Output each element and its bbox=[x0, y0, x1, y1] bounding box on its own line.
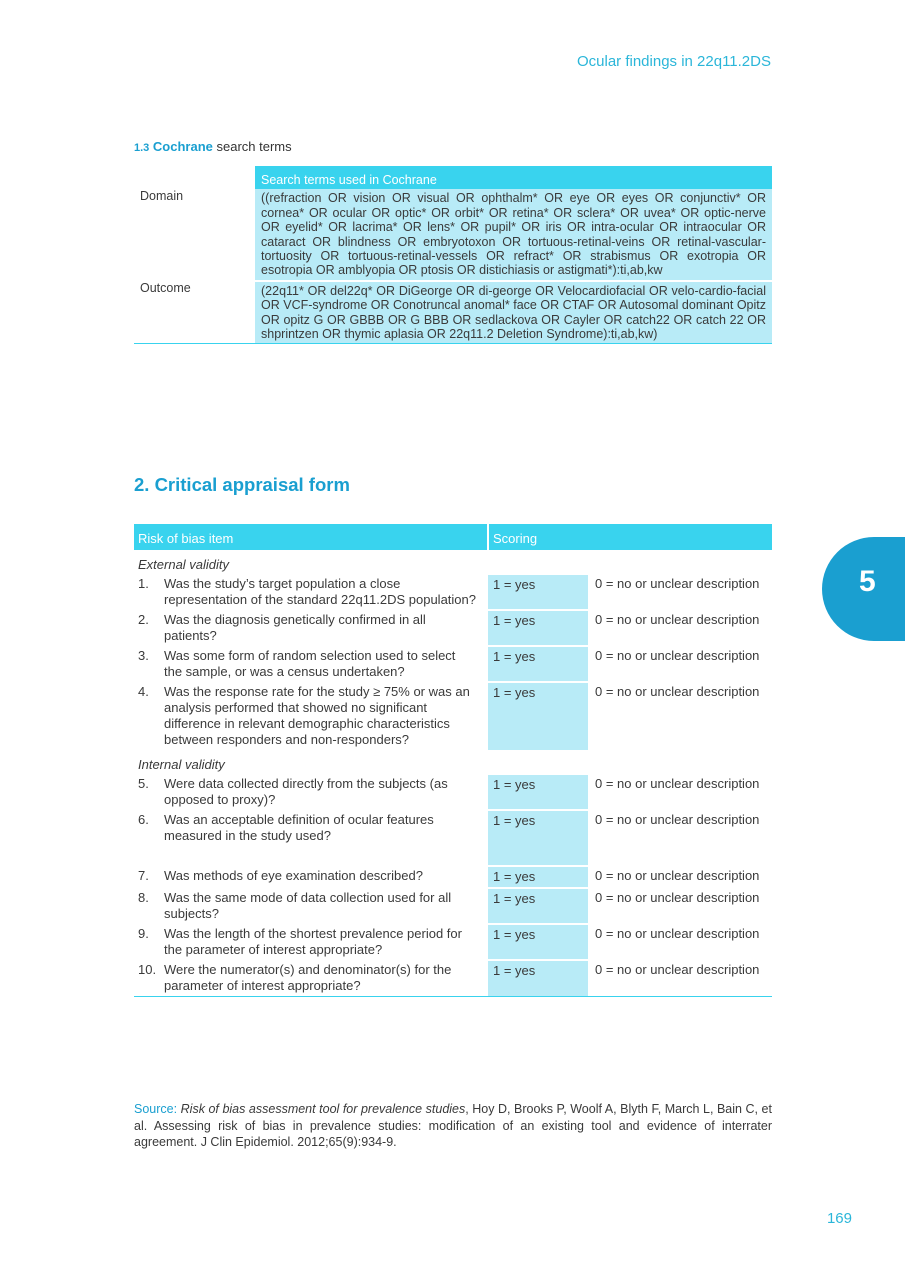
group-title: External validity bbox=[138, 557, 230, 572]
score-yes: 1 = yes bbox=[488, 960, 588, 997]
score-no: 0 = no or unclear description bbox=[595, 576, 760, 591]
cochrane-row-label: Domain bbox=[140, 189, 184, 204]
page-number: 169 bbox=[826, 1210, 852, 1227]
section-heading-cochrane bbox=[134, 139, 292, 154]
item-number: 2. bbox=[138, 612, 149, 627]
critical-appraisal-table bbox=[134, 524, 772, 997]
source-label: Source: bbox=[134, 1102, 178, 1116]
table-row bbox=[134, 924, 772, 960]
item-number: 10. bbox=[138, 962, 157, 977]
source-citation bbox=[134, 1101, 772, 1151]
section-heading-rest: search terms bbox=[212, 139, 292, 154]
score-no: 0 = no or unclear description bbox=[588, 960, 772, 997]
item-question bbox=[134, 682, 488, 750]
score-yes: 1 = yes bbox=[488, 888, 588, 924]
table-row bbox=[134, 574, 772, 610]
item-number: 4. bbox=[138, 684, 149, 699]
item-question bbox=[134, 646, 488, 682]
item-text: Were data collected directly from the subjects (as opposed to proxy)? bbox=[164, 776, 448, 807]
table-row bbox=[134, 866, 772, 888]
item-question bbox=[134, 774, 488, 810]
cochrane-row-terms: (22q11* OR del22q* OR DiGeorge OR di-george OR Velocardiofacial OR velo-cardio-facial OR VCF-syndrome OR Conotruncal anomal* face OR CTAF OR Autosomal dominant Opitz OR opitz G OR GBBB OR G BBB OR sedlackova OR Cayler OR catch22 OR catch 22 OR shprintzen OR thymic aplasia OR 22q11.2 Deletion Syndrome):ti,ab,kw) bbox=[255, 281, 772, 344]
score-no: 0 = no or unclear description bbox=[595, 890, 760, 905]
item-number: 8. bbox=[138, 890, 149, 905]
item-number: 1. bbox=[138, 576, 149, 591]
score-yes: 1 = yes bbox=[488, 924, 588, 960]
cochrane-row-outcome bbox=[134, 281, 772, 344]
cochrane-row-label: Outcome bbox=[134, 281, 255, 344]
item-text: Was some form of random selection used to select the sample, or was a census undertaken? bbox=[164, 648, 456, 679]
header-scoring: Scoring bbox=[488, 524, 772, 550]
score-yes: 1 = yes bbox=[488, 866, 588, 888]
item-question bbox=[134, 810, 488, 866]
item-text: Was methods of eye examination described? bbox=[164, 868, 423, 883]
score-no: 0 = no or unclear description bbox=[595, 684, 760, 699]
header-risk-of-bias-item: Risk of bias item bbox=[134, 524, 488, 550]
table-row bbox=[134, 610, 772, 646]
item-text: Was the same mode of data collection used for all subjects? bbox=[164, 890, 452, 921]
item-question bbox=[134, 960, 488, 997]
source-text: , Hoy D, Brooks P, Woolf A, Blyth F, March L, Bain C, et al. Assessing risk of bias in prevalence studies: modification of an existing tool and evidence of interrater agreement. J Clin Epidemiol. 2012;65(9):934-9. bbox=[134, 1102, 772, 1149]
score-yes: 1 = yes bbox=[488, 810, 588, 866]
item-number: 9. bbox=[138, 926, 149, 941]
score-yes: 1 = yes bbox=[488, 682, 588, 750]
item-question bbox=[134, 610, 488, 646]
table-row bbox=[134, 682, 772, 750]
score-no: 0 = no or unclear description bbox=[595, 812, 760, 827]
score-yes: 1 = yes bbox=[488, 574, 588, 610]
item-text: Was the diagnosis genetically confirmed in all patients? bbox=[164, 612, 426, 643]
score-no: 0 = no or unclear description bbox=[595, 612, 760, 627]
section-number: 1.3 bbox=[134, 142, 150, 154]
cochrane-row-terms: ((refraction OR vision OR visual OR ophthalm* OR eye OR eyes OR conjunctiv* OR cornea* OR ocular OR optic* OR orbit* OR retina* OR sclera* OR uvea* OR optic-nerve OR eyelid* OR lacrima* OR lens* OR pupil* OR iris OR intra-ocular OR intraocular OR cataract OR blindness OR embryotoxon OR tortuous-retinal-veins OR retinal-vascular-tortuosity OR tortuous-retinal-vessels OR refract* OR strabismus OR exotropia OR esotropia OR amblyopia OR ptosis OR distichiasis or astigmati*):ti,ab,kw bbox=[255, 189, 772, 280]
table-row bbox=[134, 646, 772, 682]
item-text: Were the numerator(s) and denominator(s) for the parameter of interest appropriate? bbox=[164, 962, 452, 993]
cochrane-header-blank bbox=[134, 166, 255, 189]
item-question bbox=[134, 866, 488, 888]
item-question bbox=[134, 574, 488, 610]
score-no: 0 = no or unclear description bbox=[595, 868, 760, 883]
group-row-internal-validity bbox=[134, 750, 772, 774]
table-row bbox=[134, 888, 772, 924]
appraisal-header-row bbox=[134, 524, 772, 550]
table-row bbox=[134, 774, 772, 810]
chapter-tab bbox=[822, 537, 905, 641]
cochrane-search-table bbox=[134, 166, 772, 344]
cochrane-header: Search terms used in Cochrane bbox=[255, 166, 772, 189]
item-number: 6. bbox=[138, 812, 149, 827]
item-number: 3. bbox=[138, 648, 149, 663]
item-text: Was the length of the shortest prevalence period for the parameter of interest appropriate? bbox=[164, 926, 462, 957]
score-no: 0 = no or unclear description bbox=[595, 926, 760, 941]
item-number: 5. bbox=[138, 776, 149, 791]
item-question bbox=[134, 888, 488, 924]
section-keyword: Cochrane bbox=[152, 139, 213, 154]
section-title-critical-appraisal: 2. Critical appraisal form bbox=[134, 474, 350, 495]
score-yes: 1 = yes bbox=[488, 610, 588, 646]
running-header: Ocular findings in 22q11.2DS bbox=[576, 53, 771, 70]
score-no: 0 = no or unclear description bbox=[595, 776, 760, 791]
chapter-number: 5 bbox=[859, 565, 876, 598]
source-title: Risk of bias assessment tool for prevalence studies bbox=[180, 1102, 466, 1116]
table-row bbox=[134, 810, 772, 866]
cochrane-header-row bbox=[134, 166, 772, 189]
score-no: 0 = no or unclear description bbox=[595, 648, 760, 663]
group-row-external-validity bbox=[134, 550, 772, 574]
score-yes: 1 = yes bbox=[488, 646, 588, 682]
item-text: Was the study’s target population a close representation of the standard 22q11.2DS population? bbox=[164, 576, 476, 607]
item-number: 7. bbox=[138, 868, 149, 883]
item-question bbox=[134, 924, 488, 960]
cochrane-row-domain bbox=[134, 189, 772, 280]
table-row bbox=[134, 960, 772, 997]
score-yes: 1 = yes bbox=[488, 774, 588, 810]
group-title: Internal validity bbox=[138, 757, 225, 772]
item-text: Was an acceptable definition of ocular features measured in the study used? bbox=[164, 812, 434, 843]
item-text: Was the response rate for the study ≥ 75% or was an analysis performed that showed no significant difference in relevant demographic characteristics between responders and non-responders? bbox=[164, 684, 470, 747]
